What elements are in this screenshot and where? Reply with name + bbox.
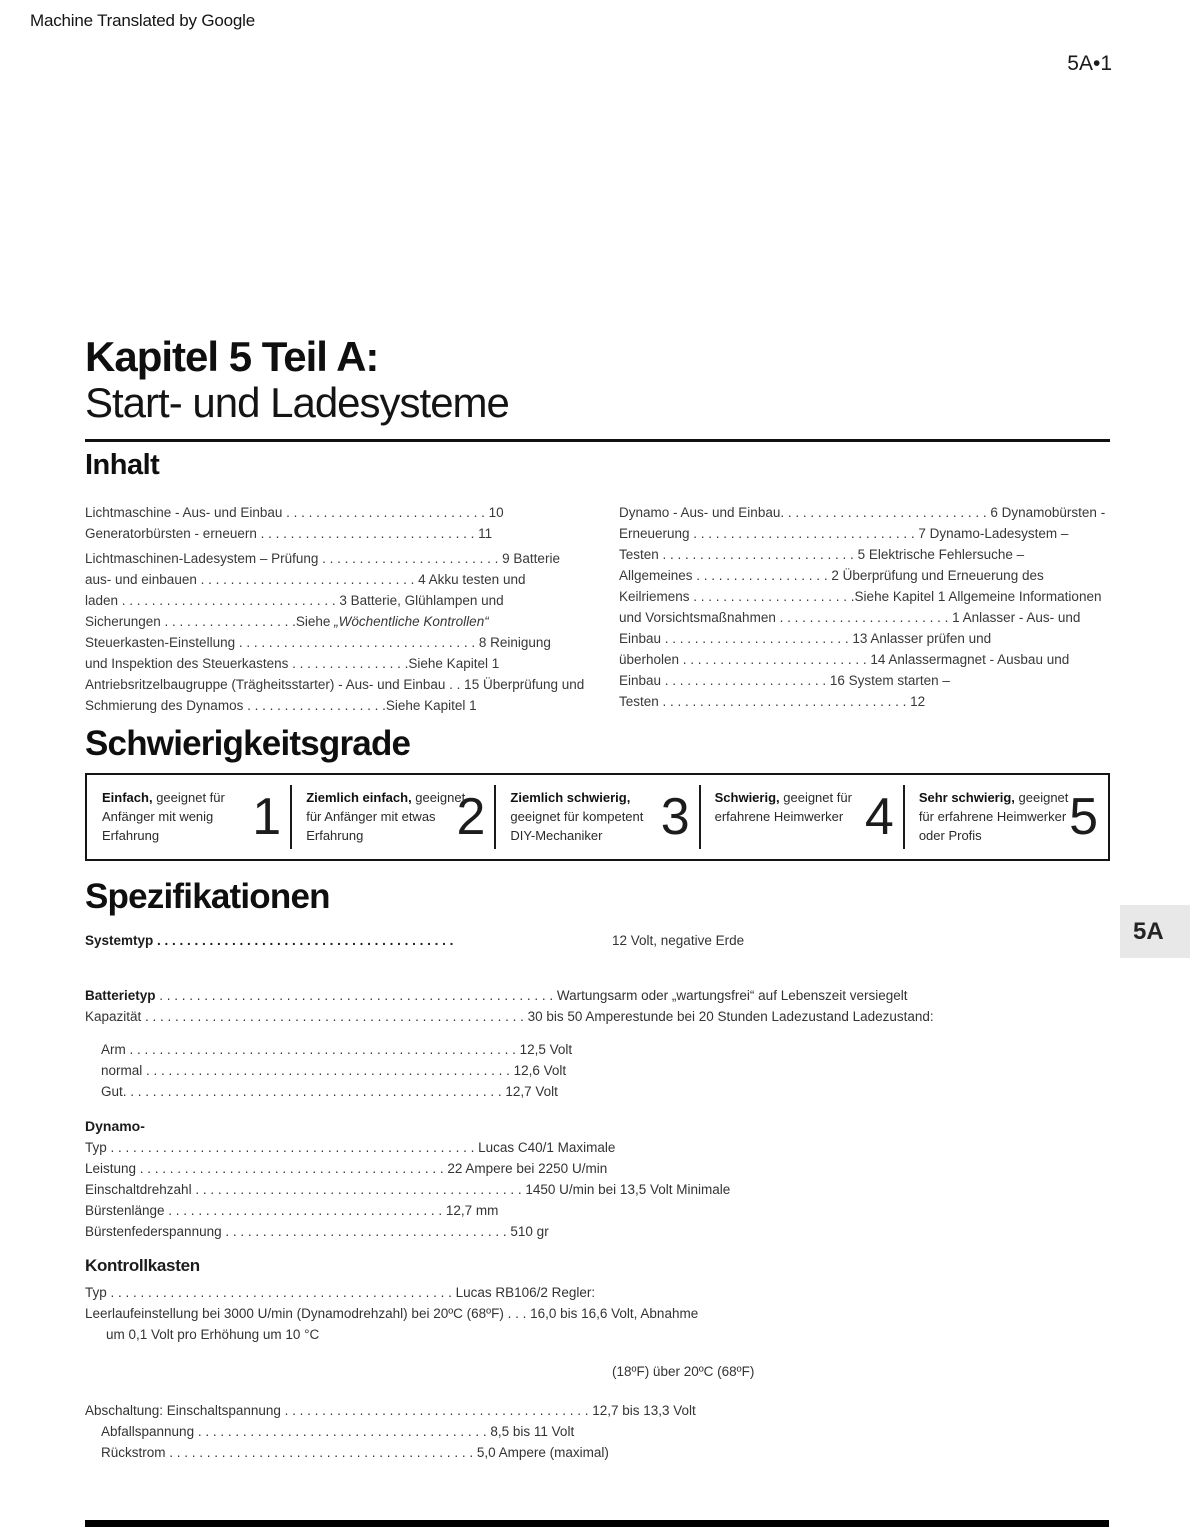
spec-abschaltung: Abschaltung: Einschaltspannung . . . . . . . . . . . . . . . . . . . . . . . . . . . . . . . . . . . . . . . . . 12,7 bis 13,3 Volt xyxy=(85,1403,696,1419)
bottom-page-divider xyxy=(85,1520,1109,1527)
toc-column-right xyxy=(619,502,1110,716)
difficulty-number: 3 xyxy=(660,788,690,847)
spec-label: Batterietyp xyxy=(85,988,156,1004)
difficulty-number: 2 xyxy=(456,788,486,847)
difficulty-detail: geeignet für Anfänger mit wenig Erfahrung xyxy=(102,790,225,844)
difficulty-cell-3 xyxy=(495,775,699,859)
toc-line-italic-reference: „Wöchentliche Kontrollen“ xyxy=(334,614,489,630)
difficulty-description xyxy=(510,788,670,845)
kontrollkasten-subheading: Kontrollkasten xyxy=(85,1256,200,1276)
difficulty-detail: geeignet für erfahrene Heimwerker xyxy=(714,790,852,825)
spec-arm: Arm . . . . . . . . . . . . . . . . . . . . . . . . . . . . . . . . . . . . . . . . . . . . . . . . . . . . 12,5 Volt xyxy=(101,1042,573,1058)
difficulty-description xyxy=(919,788,1079,845)
title-divider xyxy=(85,439,1110,442)
spec-temperature-note: (18ºF) über 20ºC (68ºF) xyxy=(612,1364,755,1380)
difficulty-description xyxy=(715,788,875,826)
spec-systemtyp xyxy=(85,930,1110,951)
toc-line: Generatorbürsten - erneuern . . . . . . . . . . . . . . . . . . . . . . . . . . . . . 11 xyxy=(85,526,493,542)
spec-leistung: Leistung . . . . . . . . . . . . . . . . . . . . . . . . . . . . . . . . . . . . . . . . . 22 Ampere bei 2250 U/min xyxy=(85,1161,608,1177)
toc-line: Einbau . . . . . . . . . . . . . . . . . . . . . . 16 System starten – xyxy=(619,673,950,689)
difficulty-cell-2 xyxy=(291,775,495,859)
difficulty-detail: geeignet für Anfänger mit etwas Erfahrung xyxy=(306,790,466,844)
spec-leerlaufeinstellung-cont: um 0,1 Volt pro Erhöhung um 10 °C xyxy=(106,1327,320,1343)
spec-label: Systemtyp xyxy=(85,933,154,949)
spec-rueckstrom: Rückstrom . . . . . . . . . . . . . . . . . . . . . . . . . . . . . . . . . . . . . . . . . 5,0 Ampere (maximal) xyxy=(101,1445,609,1461)
difficulty-label: Sehr schwierig, xyxy=(918,790,1015,806)
difficulty-label: Ziemlich schwierig, xyxy=(510,790,631,806)
toc-line: Lichtmaschine - Aus- und Einbau . . . . . . . . . . . . . . . . . . . . . . . . . . . 10 xyxy=(85,505,504,521)
spec-value: 12 Volt, negative Erde xyxy=(612,933,745,949)
section-tab: 5A xyxy=(1120,905,1190,958)
chapter-title-line1: Kapitel 5 Teil A: xyxy=(85,333,379,380)
spec-value: . . . . . . . . . . . . . . . . . . . . . . . . . . . . . . . . . . . . . . . . . . . . . . . . . . . . . Wartungsarm oder „wartungsfrei“ auf Lebenszeit versiegelt xyxy=(155,988,908,1004)
difficulty-label: Schwierig, xyxy=(714,790,780,806)
difficulty-cell-1 xyxy=(87,775,291,859)
spec-buerstenfederspannung: Bürstenfederspannung . . . . . . . . . . . . . . . . . . . . . . . . . . . . . . . . . . . . . . 510 gr xyxy=(85,1224,549,1240)
difficulty-table xyxy=(85,773,1110,861)
difficulty-cell-4 xyxy=(700,775,904,859)
toc-line: und Inspektion des Steuerkastens . . . . . . . . . . . . . . . .Siehe Kapitel 1 xyxy=(85,656,500,672)
difficulty-description xyxy=(102,788,262,845)
toc-line: Lichtmaschinen-Ladesystem – Prüfung . . . . . . . . . . . . . . . . . . . . . . . . 9 Batterie xyxy=(85,551,560,567)
difficulty-number: 5 xyxy=(1069,788,1099,847)
spec-kapazitaet: Kapazität . . . . . . . . . . . . . . . . . . . . . . . . . . . . . . . . . . . . . . . . . . . . . . . . . . . 30 bis 50 Amperestunde bei 20 Stunden Ladezustand Ladezustand: xyxy=(85,1009,934,1025)
spec-leerlaufeinstellung: Leerlaufeinstellung bei 3000 U/min (Dynamodrehzahl) bei 20ºC (68ºF) . . . 16,0 bis 16,6 Volt, Abnahme xyxy=(85,1306,699,1322)
toc-line: Dynamo - Aus- und Einbau. . . . . . . . . . . . . . . . . . . . . . . . . . . . 6 Dynamobürsten - xyxy=(619,505,1106,521)
difficulty-label: Ziemlich einfach, xyxy=(306,790,412,806)
difficulty-description xyxy=(306,788,466,845)
spec-buerstenlaenge: Bürstenlänge . . . . . . . . . . . . . . . . . . . . . . . . . . . . . . . . . . . . . 12,7 mm xyxy=(85,1203,499,1219)
difficulty-cell-5 xyxy=(904,775,1108,859)
toc-line: laden . . . . . . . . . . . . . . . . . . . . . . . . . . . . . 3 Batterie, Glühlampen und xyxy=(85,593,504,609)
toc-line: Testen . . . . . . . . . . . . . . . . . . . . . . . . . . 5 Elektrische Fehlersuche – xyxy=(619,547,1025,563)
specifications-heading: Spezifikationen xyxy=(85,877,330,917)
difficulty-label: Einfach, xyxy=(102,790,153,806)
toc-line xyxy=(85,611,577,632)
toc-line: überholen . . . . . . . . . . . . . . . . . . . . . . . . . 14 Anlassermagnet - Ausbau und xyxy=(619,652,1070,668)
spec-batterietyp xyxy=(85,985,1110,1006)
spec-einschaltdrehzahl: Einschaltdrehzahl . . . . . . . . . . . . . . . . . . . . . . . . . . . . . . . . . . . . . . . . . . . . 1450 U/min bei 13,5 Volt Minimale xyxy=(85,1182,731,1198)
toc-line: Einbau . . . . . . . . . . . . . . . . . . . . . . . . . 13 Anlasser prüfen und xyxy=(619,631,992,647)
difficulty-number: 1 xyxy=(252,788,282,847)
toc-line: Keilriemens . . . . . . . . . . . . . . . . . . . . . .Siehe Kapitel 1 Allgemeine Informationen xyxy=(619,589,1102,605)
toc-line-text: Sicherungen . . . . . . . . . . . . . . . . . .Siehe xyxy=(85,614,335,630)
spec-gut: Gut. . . . . . . . . . . . . . . . . . . . . . . . . . . . . . . . . . . . . . . . . . . . . . . . . . . 12,7 Volt xyxy=(101,1084,558,1100)
difficulty-heading: Schwierigkeitsgrade xyxy=(85,724,411,764)
page-content xyxy=(85,334,1110,1463)
dynamo-subheading: Dynamo- xyxy=(85,1118,145,1135)
table-of-contents xyxy=(85,502,1110,716)
toc-line: und Vorsichtsmaßnahmen . . . . . . . . . . . . . . . . . . . . . . . 1 Anlasser - Aus- und xyxy=(619,610,1081,626)
difficulty-detail: geeignet für erfahrene Heimwerker oder Profis xyxy=(918,790,1069,844)
contents-heading: Inhalt xyxy=(85,449,160,482)
toc-line: Schmierung des Dynamos . . . . . . . . . . . . . . . . . . .Siehe Kapitel 1 xyxy=(85,698,477,714)
difficulty-number: 4 xyxy=(864,788,894,847)
spec-normal: normal . . . . . . . . . . . . . . . . . . . . . . . . . . . . . . . . . . . . . . . . . . . . . . . . . 12,6 Volt xyxy=(101,1063,567,1079)
chapter-title-line2: Start- und Ladesysteme xyxy=(85,379,509,427)
toc-line: Testen . . . . . . . . . . . . . . . . . . . . . . . . . . . . . . . . . 12 xyxy=(619,694,926,710)
toc-column-left xyxy=(85,502,585,716)
page-number: 5A•1 xyxy=(1067,52,1112,75)
toc-line: Antriebsritzelbaugruppe (Trägheitsstarter) - Aus- und Einbau . . 15 Überprüfung und xyxy=(85,677,585,693)
toc-line: aus- und einbauen . . . . . . . . . . . . . . . . . . . . . . . . . . . . . 4 Akku testen und xyxy=(85,572,526,588)
difficulty-detail: geeignet für kompetent DIY-Mechaniker xyxy=(510,809,644,844)
toc-line: Erneuerung . . . . . . . . . . . . . . . . . . . . . . . . . . . . . . 7 Dynamo-Ladesystem – xyxy=(619,526,1069,542)
toc-line: Allgemeines . . . . . . . . . . . . . . . . . . 2 Überprüfung und Erneuerung des xyxy=(619,568,1044,584)
spec-leader-dots: . . . . . . . . . . . . . . . . . . . . . . . . . . . . . . . . . . . . . . . . xyxy=(153,933,454,949)
spec-typ: Typ . . . . . . . . . . . . . . . . . . . . . . . . . . . . . . . . . . . . . . . . . . . . . . . . . Lucas C40/1 Maximale xyxy=(85,1140,616,1156)
spec-abfallspannung: Abfallspannung . . . . . . . . . . . . . . . . . . . . . . . . . . . . . . . . . . . . . . . 8,5 bis 11 Volt xyxy=(101,1424,575,1440)
spec-regler-typ: Typ . . . . . . . . . . . . . . . . . . . . . . . . . . . . . . . . . . . . . . . . . . . . . . Lucas RB106/2 Regler: xyxy=(85,1285,596,1301)
translation-watermark: Machine Translated by Google xyxy=(30,11,255,30)
toc-line: Steuerkasten-Einstellung . . . . . . . . . . . . . . . . . . . . . . . . . . . . . . . . 8 Reinigung xyxy=(85,635,551,651)
